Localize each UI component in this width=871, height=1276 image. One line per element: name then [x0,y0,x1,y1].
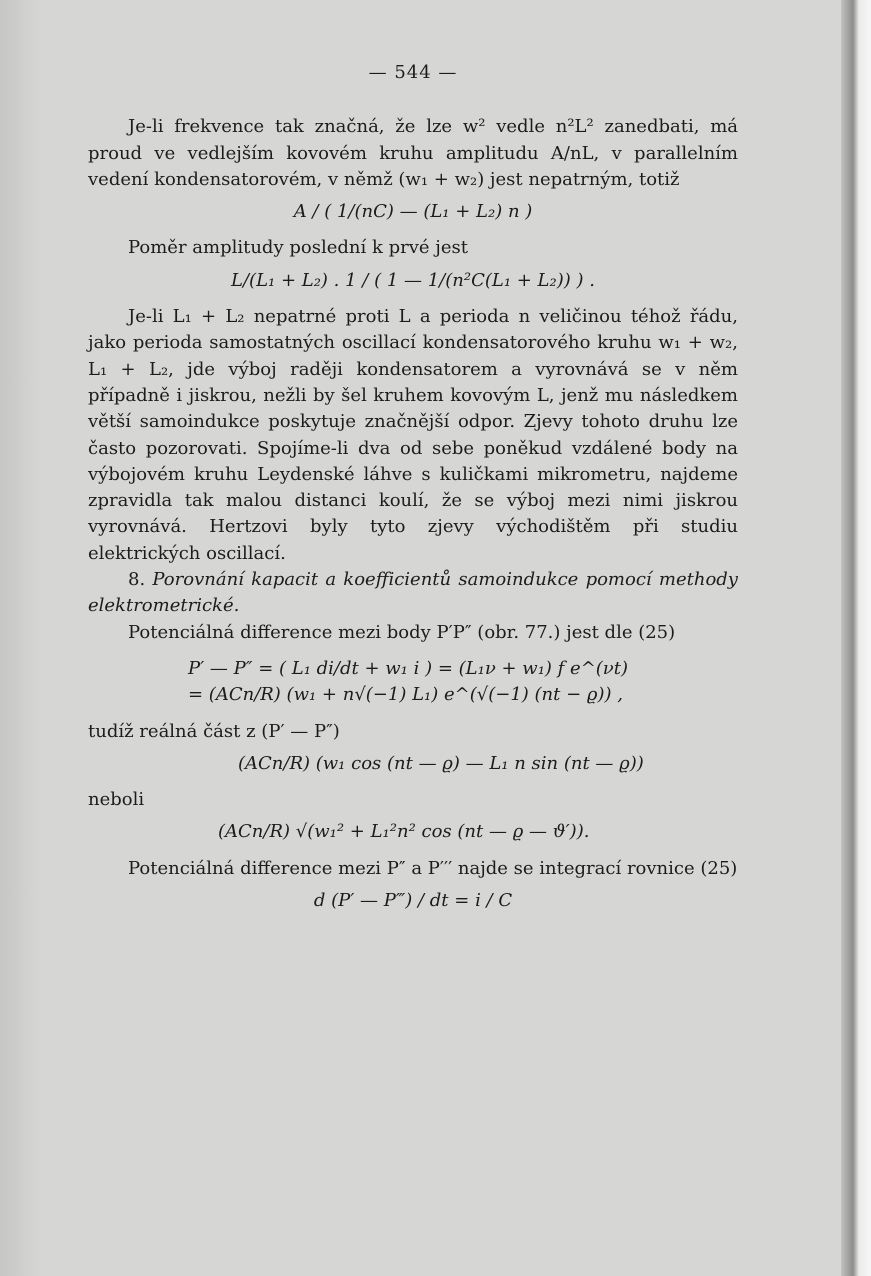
section-heading [88,567,738,620]
equation-potential-2: = (ACn/R) (w₁ + n√(−1) L₁) e^(√(−1) (nt − ϱ)) , [188,684,623,706]
paragraph-2: Poměr amplitudy poslední k prvé jest [128,237,468,259]
paragraph-4: Potenciálná difference mezi body P′P″ (obr. 77.) jest dle (25) [128,621,676,643]
page-number: — 544 — [368,62,458,83]
paragraph-3: Je-li L₁ + L₂ nepatrné proti L a perioda n veličinou téhož řádu, jako perioda samostatných oscillací kondensatorového kruhu w₁ + w₂, L₁ + L₂, jde výboj raději kondensatorem a vyrovnává se v něm případně i jiskrou, nežli by šel kruhem kovovým L, jenž mu následkem větší samoindukce poskytuje značnější odpor. Zjevy tohoto druhu lze často pozorovati. Spojíme-li dva od sebe poněkud vzdálené body na výbojovém kruhu Leydenské láhve s kuličkami mikrometru, najdeme zpravidla tak malou distanci koulí, že se výboj mezi nimi jiskrou vyrovnává. Hertzovi byly tyto zjevy východištěm při studiu elektrických oscillací. [88,306,738,564]
equation-integral: d (P′ — P‴) / dt = i / C [313,890,513,912]
equation-real-part: (ACn/R) (w₁ cos (nt — ϱ) — L₁ n sin (nt — ϱ)) [238,752,644,774]
equation-ratio: L/(L₁ + L₂) . 1 / ( 1 — 1/(n²C(L₁ + L₂)) ) . [231,269,595,291]
paragraph-5: tudíž reálná část z (P′ — P″) [88,720,340,742]
scan-shadow-right [841,0,871,1276]
equation-amplitude: A / ( 1/(nC) — (L₁ + L₂) n ) [293,201,533,223]
paragraph-1: Je-li frekvence tak značná, že lze w² vedle n²L² zanedbati, má proud ve vedlejším kovovém kruhu amplitudu A/nL, v parallelním vedení kondensatorovém, v němž (w₁ + w₂) jest nepatrným, totiž [88,116,738,190]
paragraph-6: neboli [88,789,145,811]
section-number: 8. [128,569,146,591]
paragraph-7: Potenciálná difference mezi P″ a P′′′ najde se integrací rovnice (25) [128,857,738,879]
book-page [88,60,738,924]
equation-sqrt: (ACn/R) √(w₁² + L₁²n² cos (nt — ϱ — ϑ′)). [218,821,590,843]
scan-shadow-left [0,0,40,1276]
equation-potential-1: P′ — P″ = ( L₁ di/dt + w₁ i ) = (L₁ν + w₁) f e^(νt) [188,657,628,679]
section-title: Porovnání kapacit a koefficientů samoindukce pomocí methody elektrometrické. [88,569,738,617]
